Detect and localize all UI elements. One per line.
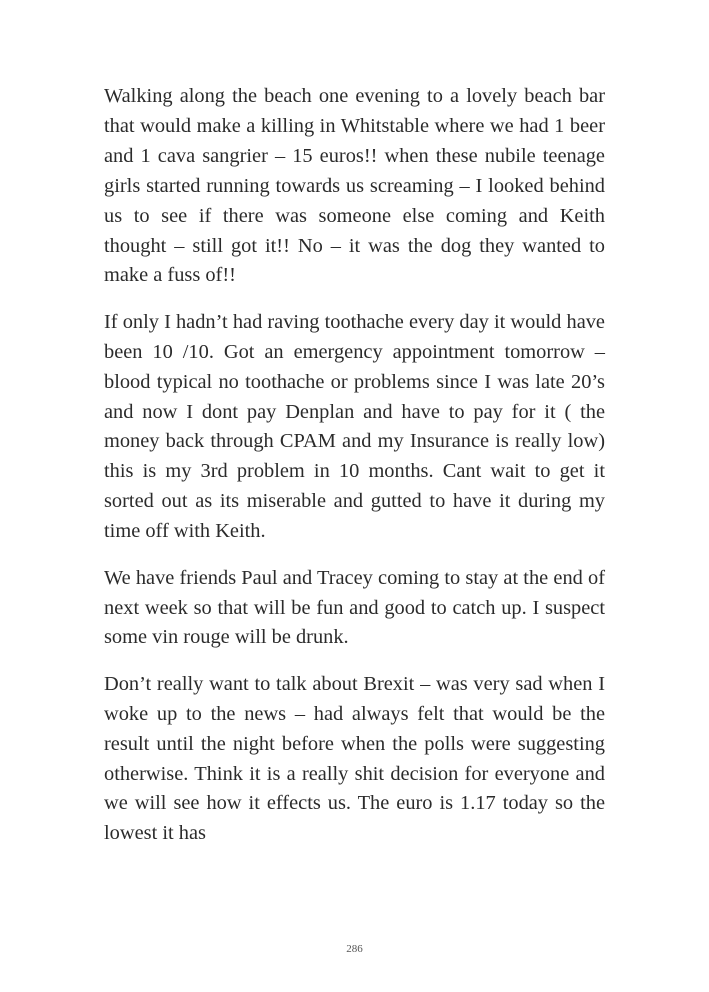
body-text [104,82,605,866]
page-number: 286 [346,943,363,955]
paragraph-toothache: If only I hadn’t had raving toothache every day it would have been 10 /10. Got an emergency appointment tomorrow – blood typical no toothache or problems since I was late 20’s and now I dont pay Denplan and have to pay for it ( the money back through CPAM and my Insurance is really low) this is my 3rd problem in 10 months. Cant wait to get it sorted out as its miserable and gutted to have it during my time off with Keith. [104,310,605,543]
paragraph-friends-visit: We have friends Paul and Tracey coming to stay at the end of next week so that will be fun and good to catch up. I suspect some vin rouge will be drunk. [104,566,605,649]
paragraph-brexit: Don’t really want to talk about Brexit – was very sad when I woke up to the news – had always felt that would be the result until the night before when the polls were suggesting otherwise. Think it is a really shit decision for everyone and we will see how it effects us. The euro is 1.17 today so the lowest it has [104,672,605,845]
paragraph-beach-bar: Walking along the beach one evening to a lovely beach bar that would make a killing in Whitstable where we had 1 beer and 1 cava sangrier – 15 euros!! when these nubile teenage girls started running towards us screaming – I looked behind us to see if there was someone else coming and Keith thought – still got it!! No – it was the dog they wanted to make a fuss of!! [104,85,605,287]
